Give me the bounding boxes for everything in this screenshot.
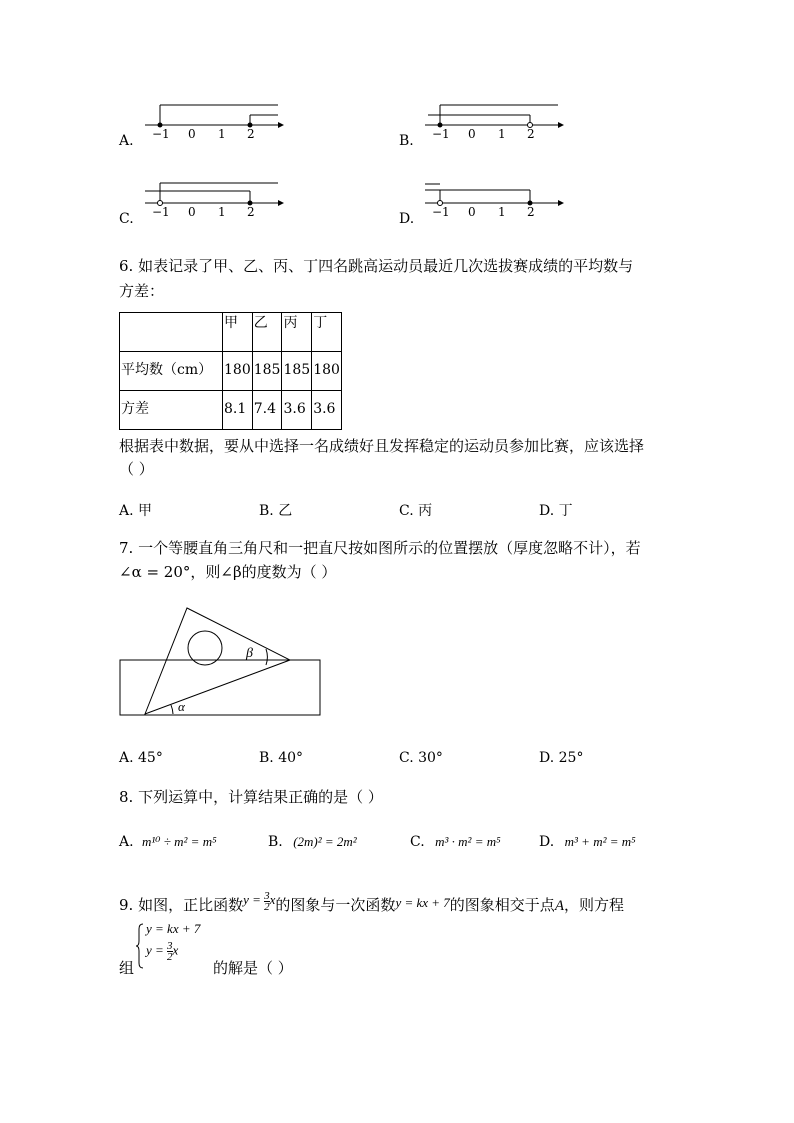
table-cell: 丁 bbox=[312, 313, 342, 352]
q7-stem-line1: 7. 一个等腰直角三角尺和一把直尺按如图所示的位置摆放（厚度忽略不计），若 bbox=[119, 539, 641, 557]
q9-stem: 9. 如图，正比函数y = $\frac{3}{2}$ x的图象与一次函数y = kx + 7的图象相交于点A，则方程 bbox=[119, 889, 624, 914]
q7-ruler-triangle-figure bbox=[115, 603, 330, 721]
q7-option-b: B. 40° bbox=[259, 750, 304, 766]
q6-after-line1: 根据表中数据，要从中选择一名成绩好且发挥稳定的运动员参加比赛，应该选择 bbox=[119, 437, 645, 455]
table-cell: 8.1 bbox=[223, 391, 253, 430]
table-cell: 3.6 bbox=[312, 391, 342, 430]
table-cell: 180 bbox=[312, 352, 342, 391]
table-row bbox=[120, 391, 342, 430]
option-letter: D. bbox=[399, 211, 415, 227]
q6-option-c: C. 丙 bbox=[399, 503, 433, 519]
system-eq1: y = kx + 7 bbox=[146, 921, 201, 936]
table-cell: 7.4 bbox=[252, 391, 282, 430]
label-alpha: α bbox=[178, 699, 185, 714]
triangle-shape bbox=[145, 608, 290, 714]
q6-stem-line2: 方差： bbox=[119, 282, 165, 300]
table-header-row bbox=[120, 313, 342, 352]
q6-score-table bbox=[119, 312, 342, 430]
option-letter: C. bbox=[119, 211, 134, 227]
point-a: A bbox=[554, 898, 564, 914]
q6-option-a: A. 甲 bbox=[119, 503, 153, 519]
q7-option-d: D. 25° bbox=[539, 750, 584, 766]
table-cell: 乙 bbox=[252, 313, 282, 352]
func1: y = $\frac{3}{2}$ x bbox=[243, 889, 276, 913]
q8-option-d: D. m³ + m² = m⁵ bbox=[539, 834, 636, 850]
system-eq2: y = $\frac{3}{2}$ x bbox=[146, 940, 179, 963]
table-cell: 平均数（cm） bbox=[120, 352, 223, 391]
q7-option-c: C. 30° bbox=[399, 750, 443, 766]
alpha-arc bbox=[171, 705, 173, 714]
q7-stem-line2: ∠α = 20°，则∠β的度数为（ ） bbox=[119, 563, 337, 581]
table-row bbox=[120, 352, 342, 391]
ruler-shape bbox=[120, 660, 320, 715]
label-beta: β bbox=[246, 646, 253, 661]
q7-option-a: A. 45° bbox=[119, 750, 163, 766]
table-cell: 丙 bbox=[282, 313, 312, 352]
table-cell bbox=[120, 313, 223, 352]
expr: (2m)² = 2m² bbox=[293, 834, 357, 849]
q8-stem: 8. 下列运算中，计算结果正确的是（ ） bbox=[119, 788, 383, 806]
func2: y = kx + 7 bbox=[395, 895, 450, 910]
table-cell: 方差 bbox=[120, 391, 223, 430]
expr: m³ + m² = m⁵ bbox=[564, 834, 636, 849]
brace-icon bbox=[136, 923, 144, 969]
q8-option-b: B. (2m)² = 2m² bbox=[268, 834, 357, 850]
table-cell: 185 bbox=[252, 352, 282, 391]
q6-option-b: B. 乙 bbox=[259, 503, 293, 519]
beta-arc bbox=[266, 649, 267, 665]
q6-stem-line1: 6. 如表记录了甲、乙、丙、丁四名跳高运动员最近几次选拔赛成绩的平均数与 bbox=[119, 257, 634, 275]
table-cell: 3.6 bbox=[282, 391, 312, 430]
option-letter: A. bbox=[119, 133, 134, 149]
q6-after-line2: （ ） bbox=[119, 460, 154, 478]
expr: m³ · m² = m⁵ bbox=[435, 834, 501, 849]
table-cell: 甲 bbox=[223, 313, 253, 352]
q8-option-c: C. m³ · m² = m⁵ bbox=[410, 834, 501, 850]
q9-tail: 的解是（ ） bbox=[213, 959, 293, 977]
q6-option-d: D. 丁 bbox=[539, 503, 573, 519]
expr: m¹⁰ ÷ m² = m⁵ bbox=[142, 834, 217, 849]
q8-option-a: A. m¹⁰ ÷ m² = m⁵ bbox=[119, 834, 217, 850]
option-letter: B. bbox=[399, 133, 414, 149]
table-cell: 185 bbox=[282, 352, 312, 391]
table-cell: 180 bbox=[223, 352, 253, 391]
q9-zu: 组 bbox=[119, 959, 135, 977]
